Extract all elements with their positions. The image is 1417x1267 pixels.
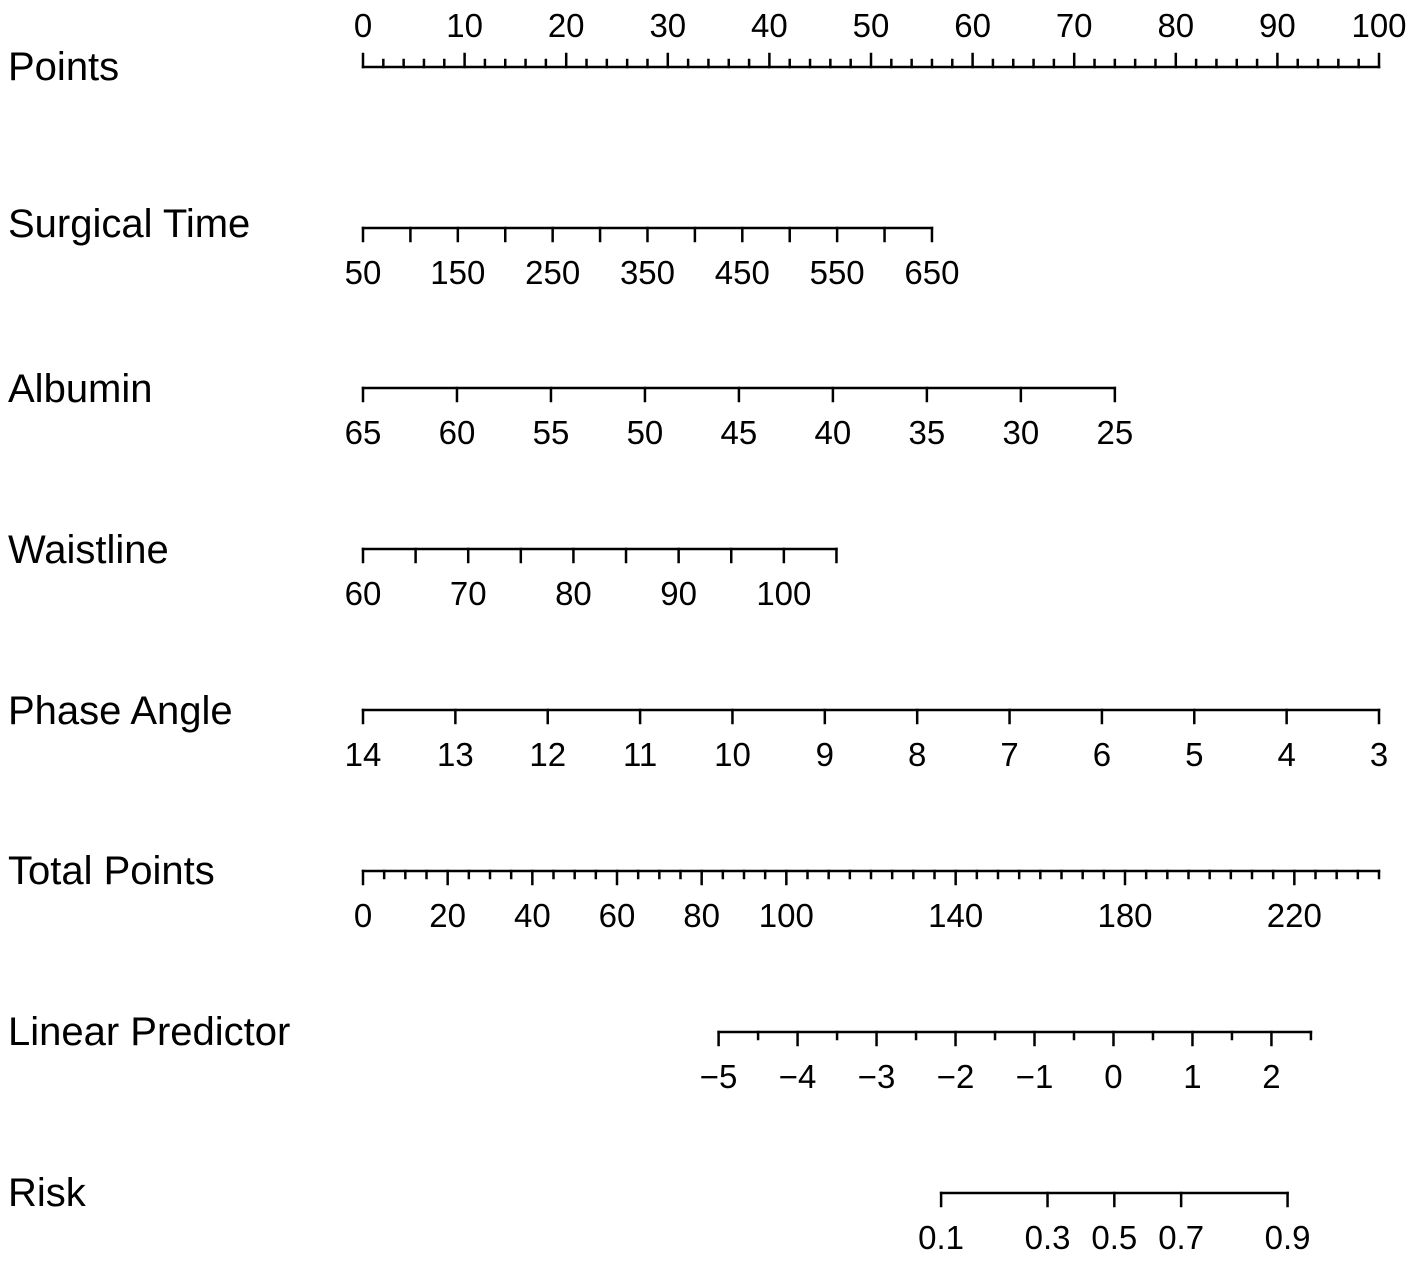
- linear-predictor-tick-label: 0: [1104, 1058, 1123, 1095]
- points-tick-label: 90: [1259, 7, 1296, 44]
- surgical-time-scale: [8, 202, 959, 291]
- total-points-tick-label: 220: [1266, 897, 1322, 934]
- phase-angle-scale: [8, 689, 1388, 773]
- total-points-label: Total Points: [8, 849, 215, 893]
- total-points-tick-label: 100: [758, 897, 814, 934]
- surgical-time-tick-label: 150: [430, 254, 486, 291]
- points-label: Points: [8, 45, 120, 89]
- total-points-scale: [8, 849, 1379, 934]
- risk-tick-label: 0.7: [1158, 1219, 1205, 1256]
- points-tick-label: 70: [1055, 7, 1093, 44]
- total-points-tick-label: 180: [1097, 897, 1153, 934]
- surgical-time-label: Surgical Time: [8, 202, 251, 246]
- albumin-tick-label: 45: [720, 414, 758, 451]
- linear-predictor-tick-label: −1: [1015, 1058, 1054, 1095]
- phase-angle-tick-label: 9: [815, 736, 834, 773]
- phase-angle-tick-label: 5: [1185, 736, 1204, 773]
- surgical-time-tick-label: 250: [525, 254, 581, 291]
- surgical-time-tick-label: 350: [619, 254, 676, 291]
- points-tick-label: 40: [751, 7, 788, 44]
- risk-tick-label: 0.5: [1091, 1219, 1138, 1256]
- risk-tick-label: 0.3: [1024, 1219, 1071, 1256]
- waistline-scale: [8, 528, 836, 612]
- points-tick-label: 50: [852, 7, 890, 44]
- total-points-tick-label: 60: [598, 897, 636, 934]
- points-tick-label: 20: [547, 7, 585, 44]
- phase-angle-tick-label: 11: [622, 736, 658, 773]
- points-tick-label: 60: [954, 7, 991, 44]
- albumin-tick-label: 35: [908, 414, 946, 451]
- linear-predictor-tick-label: 1: [1183, 1058, 1202, 1095]
- albumin-tick-label: 50: [626, 414, 664, 451]
- albumin-tick-label: 40: [814, 414, 852, 451]
- points-tick-label: 0: [353, 7, 373, 44]
- points-tick-label: 30: [649, 7, 687, 44]
- linear-predictor-tick-label: −5: [699, 1058, 738, 1095]
- surgical-time-tick-label: 50: [344, 254, 382, 291]
- risk-label: Risk: [8, 1171, 86, 1215]
- points-tick-label: 80: [1157, 7, 1195, 44]
- albumin-tick-label: 55: [532, 414, 570, 451]
- albumin-label: Albumin: [8, 367, 153, 411]
- albumin-tick-label: 25: [1096, 414, 1134, 451]
- points-tick-label: 10: [446, 7, 483, 44]
- phase-angle-tick-label: 8: [908, 736, 927, 773]
- total-points-tick-label: 80: [683, 897, 721, 934]
- phase-angle-label: Phase Angle: [8, 689, 233, 733]
- surgical-time-tick-label: 450: [714, 254, 770, 291]
- phase-angle-tick-label: 3: [1369, 736, 1389, 773]
- waistline-tick-label: 60: [344, 575, 382, 612]
- waistline-tick-label: 90: [660, 575, 697, 612]
- surgical-time-tick-label: 550: [809, 254, 865, 291]
- points-scale: [8, 7, 1407, 89]
- total-points-tick-label: 20: [429, 897, 467, 934]
- phase-angle-tick-label: 4: [1277, 736, 1296, 773]
- risk-tick-label: 0.9: [1264, 1219, 1311, 1256]
- linear-predictor-scale: [8, 1010, 1311, 1095]
- risk-tick-label: 0.1: [918, 1219, 965, 1256]
- linear-predictor-tick-label: −2: [936, 1058, 975, 1095]
- albumin-tick-label: 65: [344, 414, 382, 451]
- phase-angle-tick-label: 12: [529, 736, 567, 773]
- waistline-label: Waistline: [8, 528, 169, 572]
- waistline-tick-label: 80: [555, 575, 592, 612]
- albumin-scale: [8, 367, 1133, 451]
- points-tick-label: 100: [1351, 7, 1407, 44]
- risk-scale: [8, 1171, 1310, 1256]
- linear-predictor-tick-label: −3: [857, 1058, 896, 1095]
- linear-predictor-tick-label: −4: [778, 1058, 817, 1095]
- phase-angle-tick-label: 7: [1000, 736, 1019, 773]
- phase-angle-tick-label: 6: [1092, 736, 1112, 773]
- albumin-tick-label: 30: [1002, 414, 1040, 451]
- linear-predictor-tick-label: 2: [1262, 1058, 1281, 1095]
- waistline-tick-label: 70: [449, 575, 487, 612]
- surgical-time-tick-label: 650: [904, 254, 960, 291]
- linear-predictor-label: Linear Predictor: [8, 1010, 291, 1054]
- waistline-tick-label: 100: [756, 575, 812, 612]
- phase-angle-tick-label: 13: [437, 736, 474, 773]
- total-points-tick-label: 40: [513, 897, 551, 934]
- phase-angle-tick-label: 14: [344, 736, 382, 773]
- total-points-tick-label: 140: [928, 897, 984, 934]
- total-points-tick-label: 0: [353, 897, 373, 934]
- albumin-tick-label: 60: [438, 414, 476, 451]
- phase-angle-tick-label: 10: [714, 736, 751, 773]
